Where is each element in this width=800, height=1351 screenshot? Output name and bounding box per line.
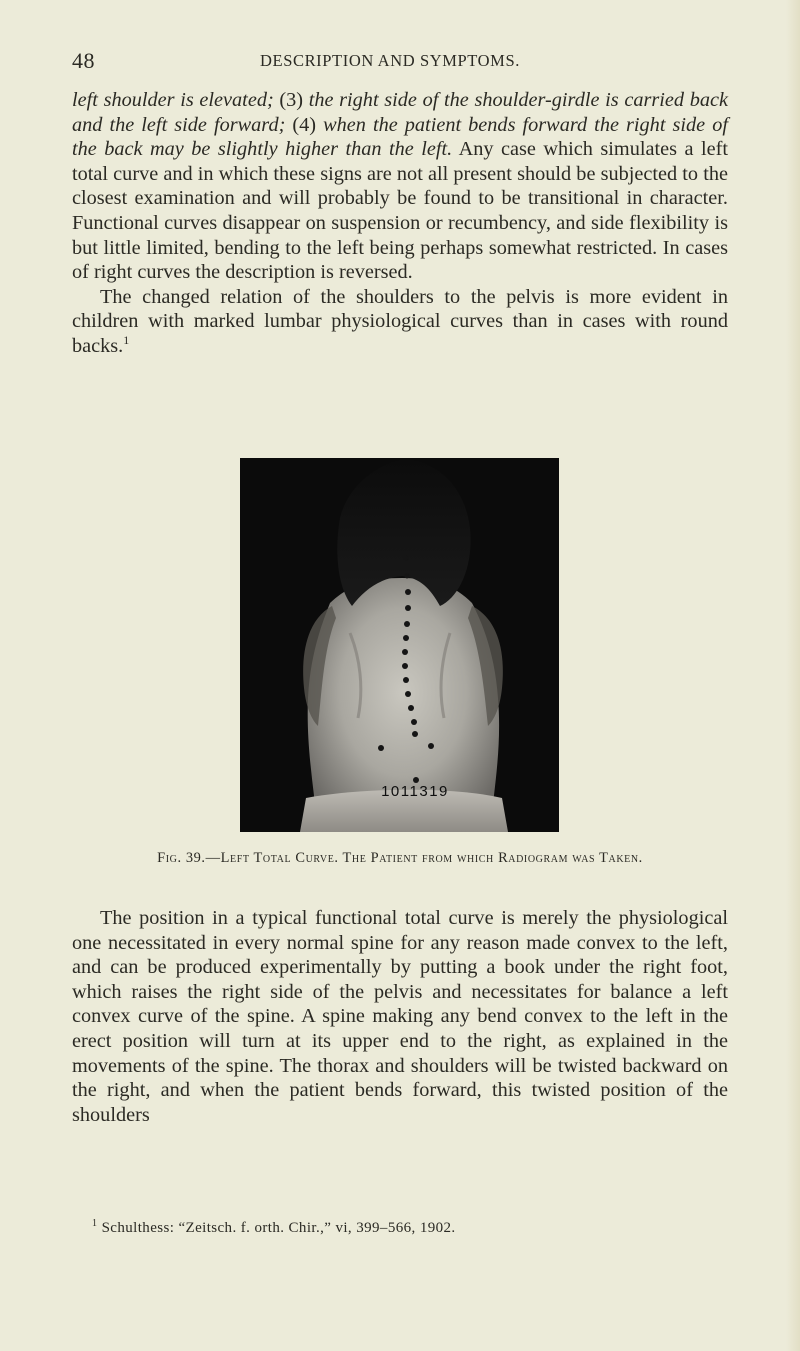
figure-number: Fig. 39. <box>157 850 206 866</box>
figure-caption-text: —Left Total Curve. The Patient from which Radiogram was Taken. <box>205 850 643 866</box>
figure-caption <box>72 850 728 867</box>
page-edge <box>786 0 800 1351</box>
paragraph: The position in a typical functional total curve is merely the physiological one necessitated in every normal spine for any reason made convex to the left, and can be produced experimentally by putting a book under the right foot, which raises the right side of the pelvis and necessitates for balance a left convex curve of the spine. A spine making any bend convex to the left in the erect position will turn at its upper end to the right, as explained in the movements of the spine. The thorax and shoulders will be twisted backward on the right, and when the patient bends forward, this twisted position of the shoulders <box>72 907 728 1126</box>
page-number: 48 <box>72 48 95 73</box>
paragraph-plain-segment: Any case which simulates a left total curve and in which these signs are not all present should be subjected to the closest examination and will probably be found to be transitional in character. Functional curves disappear on suspension or recumbency, and side flexibility is but little limited, bending to the left being perhaps somewhat restricted. In cases of right curves the description is reversed. <box>72 138 728 284</box>
body-text-top <box>72 88 728 359</box>
page-header <box>72 48 728 78</box>
paragraph <box>72 285 728 359</box>
footnote-reference: 1 <box>123 332 130 347</box>
patient-back-photograph <box>240 458 559 832</box>
running-head: DESCRIPTION AND SYMPTOMS. <box>260 51 520 70</box>
paragraph-italic-segment: the right side of the shoulder-girdle is carried back and the left side forward; <box>72 89 728 136</box>
paragraph-continued <box>72 88 728 285</box>
plate-label: 1011319 <box>381 783 449 800</box>
paragraph-plain-segment: (3) <box>273 89 309 111</box>
paragraph-italic-segment: when the patient bends forward the right side of the back may be slightly higher than the left. <box>72 113 728 161</box>
body-text-bottom <box>72 906 728 1127</box>
footnote-marker: 1 <box>92 1218 98 1229</box>
figure-photograph <box>240 458 559 832</box>
paragraph-plain-segment: (4) <box>285 113 324 136</box>
footnote <box>92 1220 728 1237</box>
paragraph-italic-segment: left shoulder is elevated; <box>72 89 274 111</box>
paragraph-text: The changed relation of the shoulders to the pelvis is more evident in children with marked lumbar physiological curves than in cases with round backs. <box>72 285 728 357</box>
footnote-text: Schulthess: “Zeitsch. f. orth. Chir.,” vi, 399–566, 1902. <box>101 1220 456 1236</box>
